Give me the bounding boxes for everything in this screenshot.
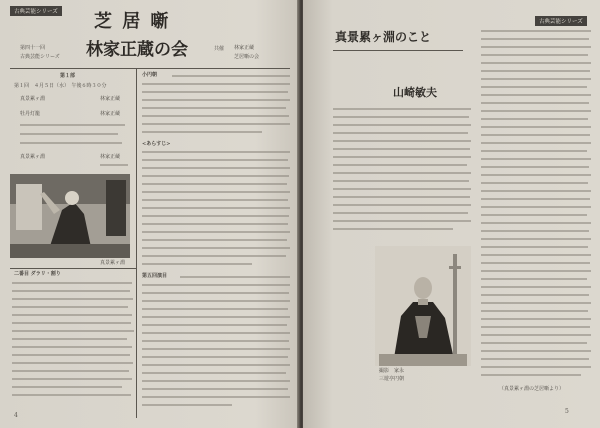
photo-caption: 真景累ヶ淵 — [100, 260, 126, 266]
body-line — [142, 324, 287, 326]
stage-photo — [10, 174, 130, 258]
body-line — [333, 196, 470, 198]
body-line — [481, 302, 591, 304]
body-line — [333, 116, 469, 118]
body-line — [142, 348, 290, 350]
page-number: 5 — [565, 408, 569, 415]
body-line — [481, 86, 587, 88]
body-line — [333, 180, 469, 182]
body-line — [333, 228, 453, 230]
body-line — [180, 276, 290, 278]
program-item-2-title: 牡丹灯籠 — [20, 111, 41, 117]
body-line — [333, 164, 467, 166]
meta-left-1: 第四十一回 — [20, 45, 46, 51]
body-line — [481, 310, 588, 312]
body-line — [142, 223, 288, 225]
article-title: 真景累ヶ淵のこと — [335, 30, 432, 44]
body-line — [12, 354, 130, 356]
portrait-photo — [375, 246, 471, 366]
body-line — [142, 107, 286, 109]
body-line — [481, 142, 591, 144]
photo-caption: 三遊亭円朝 — [379, 376, 405, 382]
body-line — [172, 75, 290, 77]
body-line — [481, 118, 588, 120]
body-line — [481, 366, 591, 368]
body-line — [142, 175, 289, 177]
body-line — [481, 110, 591, 112]
body-line — [12, 362, 133, 364]
body-line — [481, 206, 591, 208]
body-line — [481, 318, 591, 320]
body-line — [333, 124, 471, 126]
body-line — [142, 91, 288, 93]
body-line — [142, 263, 252, 265]
play-title: 芝 居 噺 — [94, 11, 171, 32]
body-line — [481, 254, 591, 256]
meta-right-2: 芝居噺の会 — [234, 54, 260, 60]
body-line — [12, 394, 131, 396]
body-line — [333, 108, 471, 110]
body-line — [142, 380, 290, 382]
body-line — [142, 388, 288, 390]
body-line — [12, 322, 131, 324]
body-line — [481, 350, 591, 352]
lower-heading: 二番目 ダラリ・割り — [14, 271, 61, 277]
author-name: 山崎敏夫 — [393, 86, 437, 99]
body-line — [333, 212, 468, 214]
body-line — [142, 83, 290, 85]
body-line — [12, 330, 134, 332]
body-line — [142, 308, 288, 310]
mid-heading: 小円朝 — [142, 72, 158, 78]
series-tag: 古典芸能シリーズ — [535, 16, 587, 26]
body-line — [142, 207, 290, 209]
body-line — [481, 30, 591, 32]
body-line — [481, 78, 591, 80]
body-line — [12, 386, 122, 388]
program-text-line — [20, 142, 122, 144]
body-line — [481, 198, 590, 200]
body-line — [12, 378, 132, 380]
body-line — [481, 94, 591, 96]
body-line — [481, 214, 587, 216]
meta-right-label: 共催 — [214, 46, 225, 52]
body-line — [142, 300, 290, 302]
body-line — [481, 190, 591, 192]
body-line — [481, 222, 591, 224]
body-line — [333, 188, 471, 190]
program-title: 林家正蔵の会 — [86, 40, 188, 60]
body-line — [142, 340, 289, 342]
program-heading: 第１部 — [60, 73, 76, 79]
meta-right-1: 林家正蔵 — [234, 45, 255, 51]
body-line — [333, 172, 471, 174]
body-line — [142, 191, 290, 193]
photo-credit: 撮影 家永 — [379, 368, 405, 374]
program-text-line — [20, 133, 118, 135]
body-line — [481, 286, 591, 288]
body-line — [333, 204, 471, 206]
page-number: 4 — [14, 412, 18, 419]
body-line — [481, 46, 591, 48]
body-line — [481, 230, 589, 232]
header-rule — [10, 68, 290, 69]
body-line — [481, 182, 588, 184]
body-line — [12, 314, 132, 316]
body-line — [481, 158, 591, 160]
body-line — [481, 374, 581, 376]
body-line — [142, 159, 288, 161]
body-line — [12, 306, 128, 308]
body-line — [333, 132, 468, 134]
body-line — [142, 99, 290, 101]
column-divider — [136, 68, 137, 418]
body-line — [142, 396, 290, 398]
body-line — [481, 134, 590, 136]
title-rule — [333, 50, 463, 51]
program-item-3-perf: 林家正蔵 — [100, 154, 121, 160]
body-line — [481, 238, 591, 240]
body-line — [481, 102, 589, 104]
series-tag: 古典芸能シリーズ — [10, 6, 62, 16]
body-line — [481, 278, 587, 280]
body-line — [481, 270, 591, 272]
body-line — [481, 166, 589, 168]
body-line — [12, 346, 132, 348]
body-line — [481, 70, 590, 72]
body-line — [12, 338, 127, 340]
body-line — [481, 358, 589, 360]
body-line — [142, 364, 290, 366]
body-line — [142, 372, 286, 374]
right-page — [303, 0, 600, 428]
body-line — [481, 126, 591, 128]
body-line — [481, 150, 587, 152]
body-line — [481, 174, 591, 176]
program-date: 第１回 ４月５日（水） 午後６時３０分 — [14, 83, 107, 89]
footer-note: （真景累ヶ淵の芝居噺より） — [499, 386, 565, 392]
body-line — [481, 54, 588, 56]
synopsis-heading: <あらすじ> — [142, 141, 171, 147]
body-line — [142, 199, 288, 201]
body-line — [12, 282, 132, 284]
program-text-line — [100, 164, 128, 166]
body-line — [142, 183, 287, 185]
body-line — [333, 140, 471, 142]
body-line — [481, 262, 590, 264]
program-item-1-perf: 林家正蔵 — [100, 96, 121, 102]
section-rule — [10, 268, 136, 269]
meta-left-2: 古典芸能シリーズ — [20, 54, 60, 60]
body-line — [481, 246, 588, 248]
body-line — [333, 156, 471, 158]
body-line — [142, 292, 289, 294]
body-line — [12, 298, 133, 300]
body-line — [142, 131, 262, 133]
body-line — [142, 247, 290, 249]
body-line — [481, 38, 589, 40]
body-line — [481, 294, 589, 296]
program-text-line — [20, 124, 125, 126]
body-line — [12, 290, 130, 292]
body-line — [142, 404, 232, 406]
body-line — [142, 151, 290, 153]
program-item-3-title: 真景累ヶ淵 — [20, 154, 46, 160]
body-line — [142, 239, 287, 241]
body-line — [142, 231, 290, 233]
program-item-2-perf: 林家正蔵 — [100, 111, 121, 117]
body-line — [142, 123, 290, 125]
program5-heading: 第五回演目 — [142, 273, 168, 279]
body-line — [142, 284, 290, 286]
body-line — [12, 370, 129, 372]
body-line — [481, 342, 587, 344]
body-line — [142, 255, 286, 257]
program-item-1-title: 真景累ヶ淵 — [20, 96, 46, 102]
body-line — [481, 326, 590, 328]
body-line — [142, 167, 290, 169]
body-line — [142, 332, 290, 334]
body-line — [481, 334, 591, 336]
body-line — [142, 115, 289, 117]
body-line — [142, 215, 289, 217]
body-line — [142, 356, 288, 358]
body-line — [333, 220, 471, 222]
body-line — [333, 148, 470, 150]
body-line — [142, 316, 290, 318]
body-line — [481, 62, 591, 64]
